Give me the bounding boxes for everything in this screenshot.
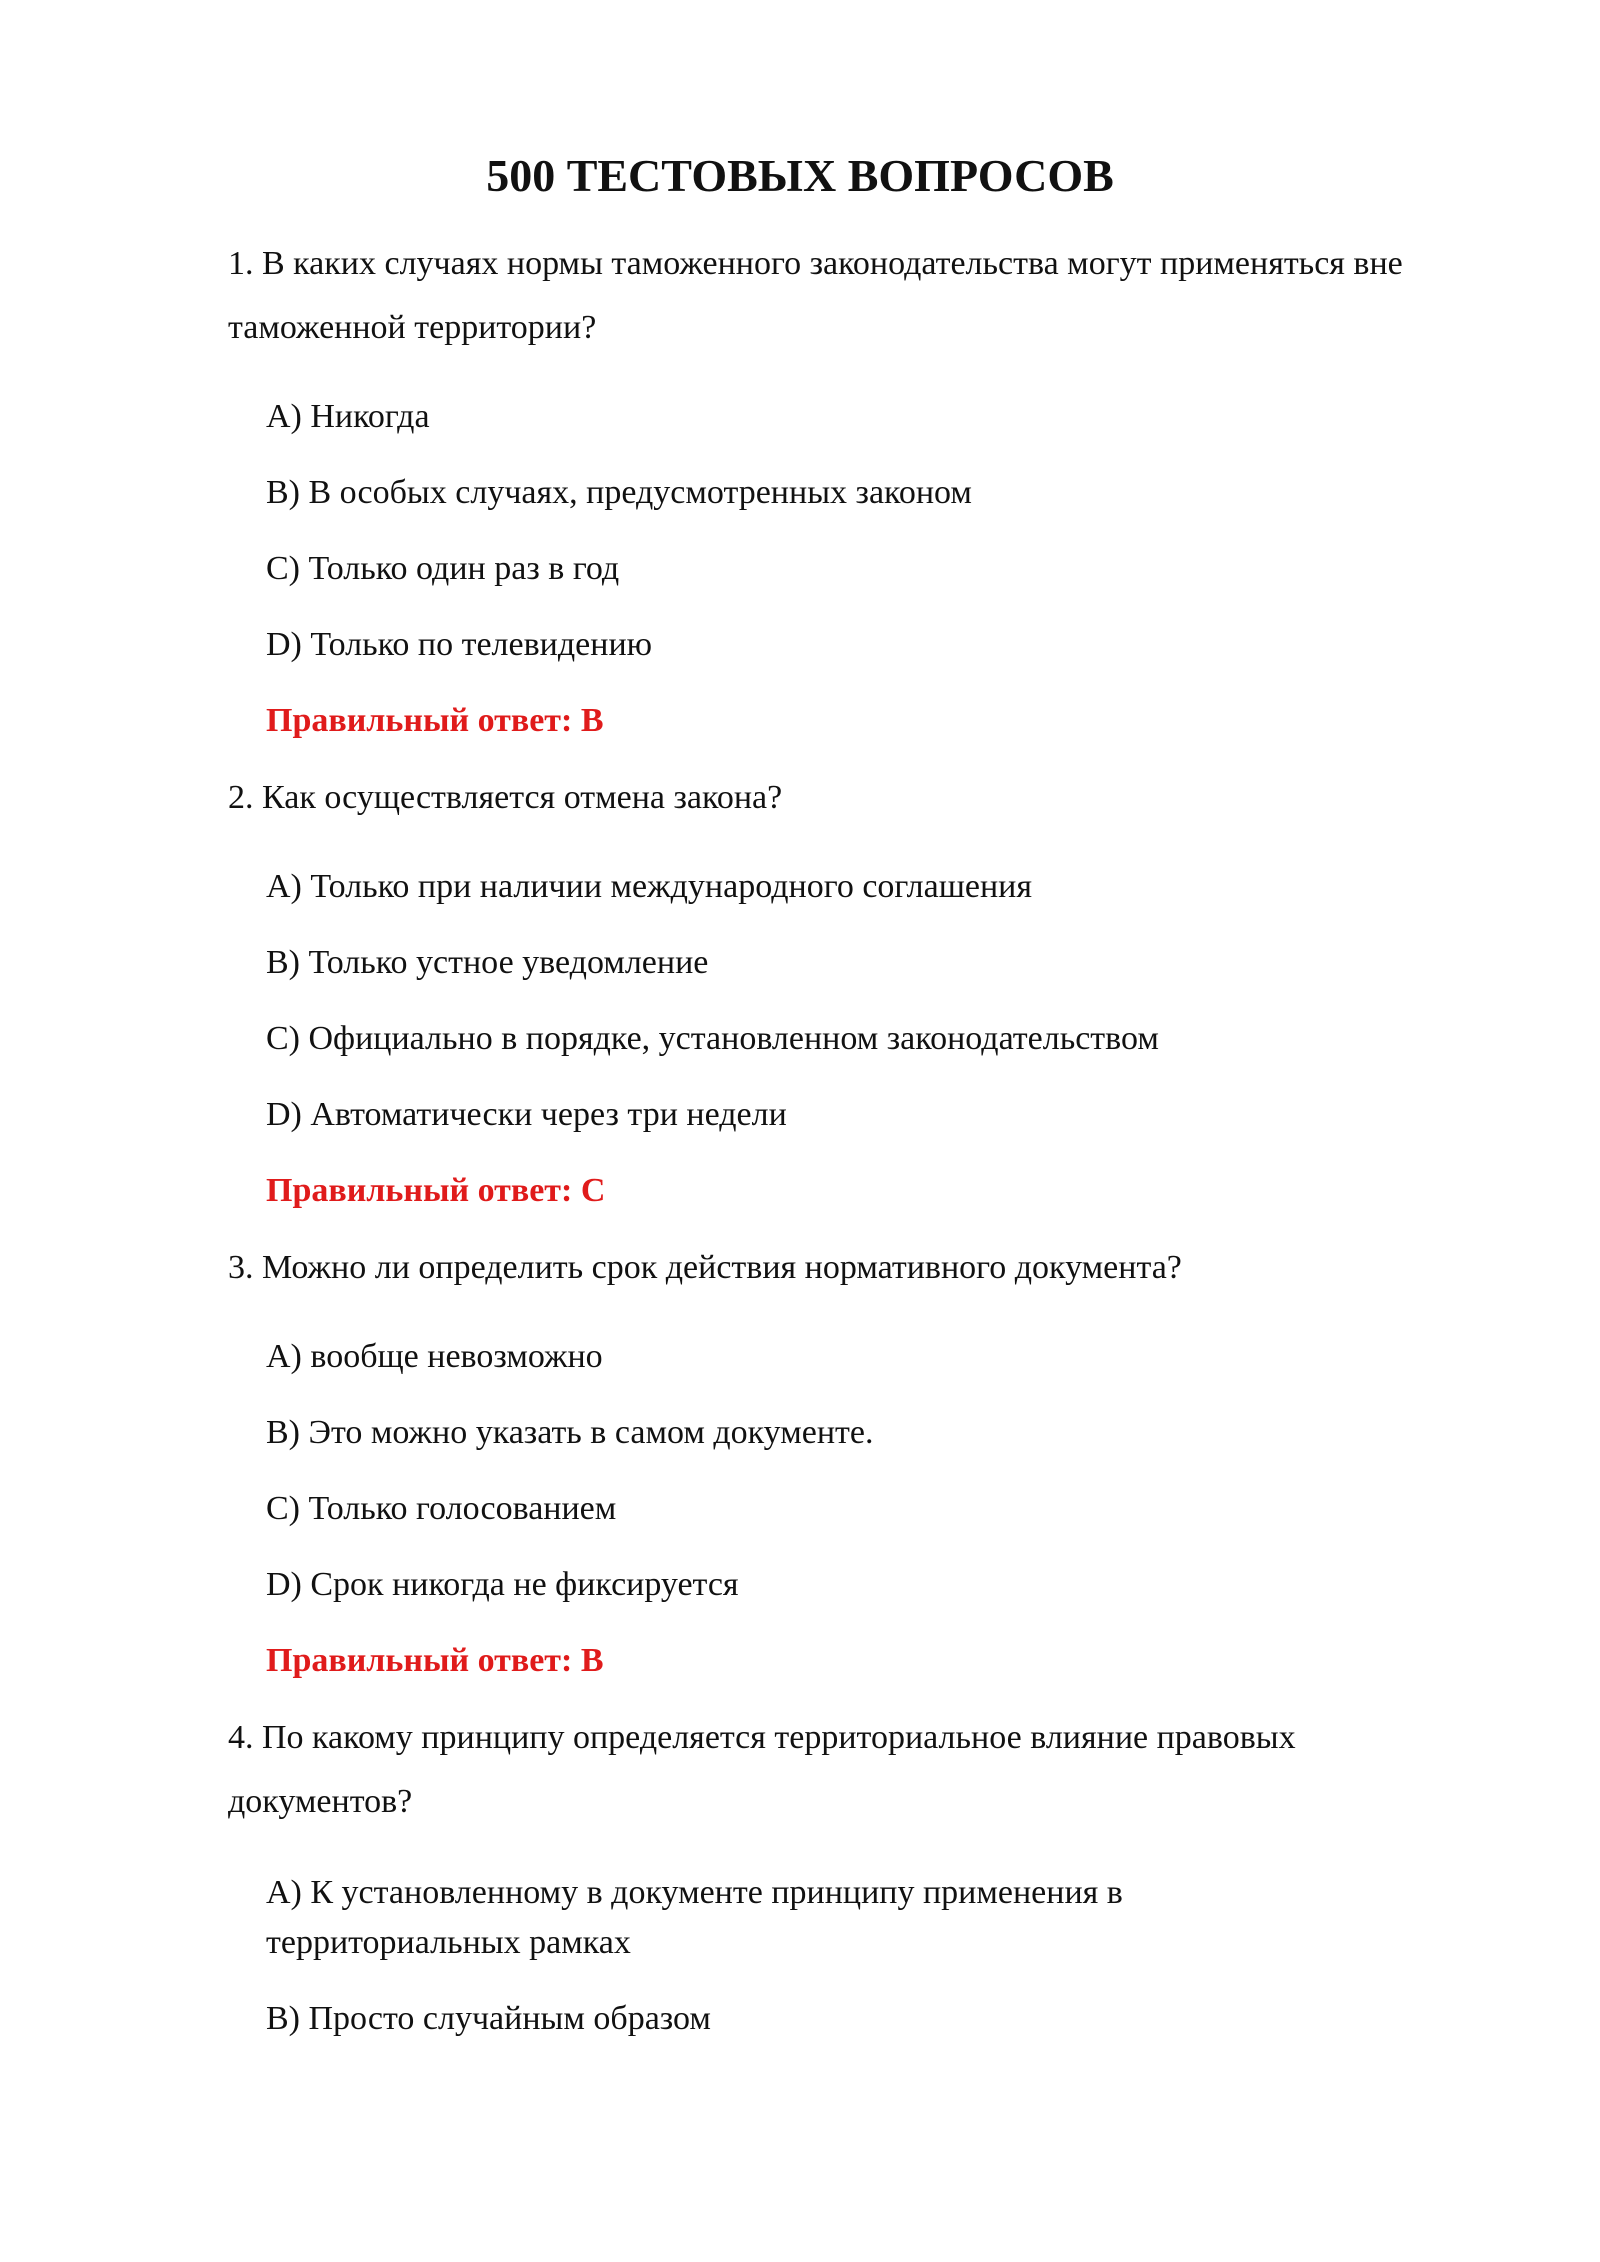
question-text: 3. Можно ли определить срок действия нормативного документа? <box>228 1249 1182 1286</box>
correct-answer: Правильный ответ: C <box>266 1172 606 1209</box>
question-text: 2. Как осуществляется отмена закона? <box>228 779 783 816</box>
question-text: 4. По какому принципу определяется территориальное влияние правовых документов? <box>228 1719 1296 1820</box>
answer-option: D) Автоматически через три недели <box>266 1096 787 1133</box>
answer-option: C) Только голосованием <box>266 1490 617 1527</box>
answer-option: D) Только по телевидению <box>266 626 653 663</box>
answer-option: A) Никогда <box>266 398 430 435</box>
answer-option: C) Только один раз в год <box>266 550 620 587</box>
document-title: 500 ТЕСТОВЫХ ВОПРОСОВ <box>486 150 1114 201</box>
answer-option: B) Это можно указать в самом документе. <box>266 1414 874 1451</box>
question-text: 1. В каких случаях нормы таможенного законодательства могут применяться вне таможенной территории? <box>228 245 1403 346</box>
answer-option: D) Срок никогда не фиксируется <box>266 1566 739 1603</box>
correct-answer: Правильный ответ: B <box>266 702 604 739</box>
answer-option: B) Только устное уведомление <box>266 944 709 981</box>
answer-option: A) К установленному в документе принципу применения в территориальных рамках <box>266 1874 1123 1961</box>
answer-option: A) Только при наличии международного соглашения <box>266 868 1032 905</box>
answer-option: C) Официально в порядке, установленном законодательством <box>266 1020 1159 1057</box>
correct-answer: Правильный ответ: B <box>266 1642 604 1679</box>
answer-option: A) вообще невозможно <box>266 1338 603 1375</box>
answer-option: B) В особых случаях, предусмотренных законом <box>266 474 972 511</box>
answer-option: B) Просто случайным образом <box>266 2000 711 2037</box>
